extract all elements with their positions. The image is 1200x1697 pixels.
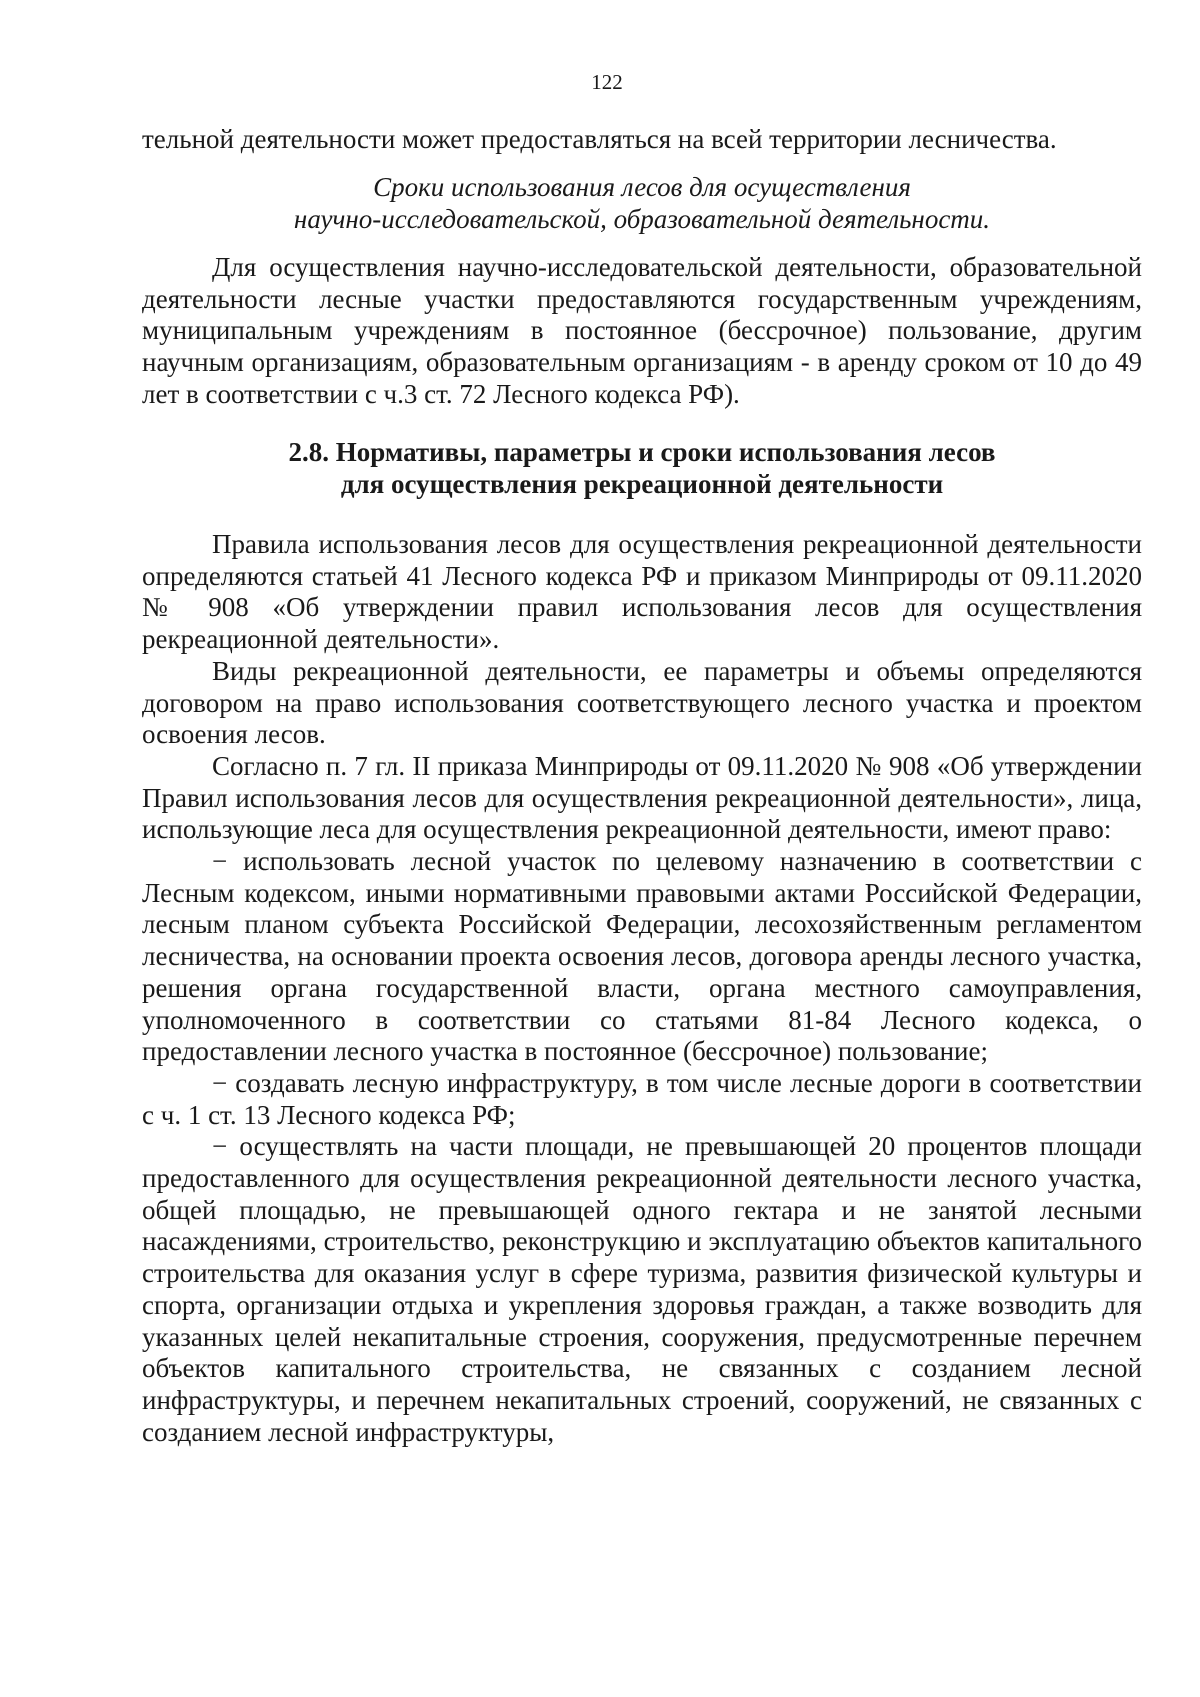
section-heading-line-1: 2.8. Нормативы, параметры и сроки использования лесов <box>288 437 996 467</box>
body-text <box>142 529 1142 1448</box>
research-paragraph: Для осуществления научно-исследовательской деятельности, образовательной деятельности лесные участки предоставляются государственным учреждениям, муниципальным учреждениям в постоянное (бессрочное) пользование, другим научным организациям, образовательным организациям - в аренду сроком от 10 до 49 лет в соответствии с ч.3 ст. 72 Лесного кодекса РФ). <box>142 252 1142 409</box>
subheading <box>142 172 1142 235</box>
research-paragraph-block <box>142 252 1142 411</box>
continuation-paragraph: тельной деятельности может предоставляться на всей территории лесничества. <box>142 124 1057 154</box>
list-item-infrastructure: − создавать лесную инфраструктуру, в том числе лесные дороги в соответствии с ч. 1 ст. 13 Лесного кодекса РФ; <box>142 1067 1142 1130</box>
paragraph-rules: Правила использования лесов для осуществления рекреационной деятельности определяются статьей 41 Лесного кодекса РФ и приказом Минприроды от 09.11.2020 № 908 «Об утверждении правил использования лесов для осуществления рекреационной деятельности». <box>142 529 1142 655</box>
section-heading-line-2: для осуществления рекреационной деятельности <box>340 468 944 499</box>
paragraph-rights-intro: Согласно п. 7 гл. II приказа Минприроды от 09.11.2020 № 908 «Об утверждении Правил использования лесов для осуществления рекреационной деятельности», лица, использующие леса для осуществления рекреационной деятельности, имеют право: <box>142 750 1142 845</box>
paragraph-types: Виды рекреационной деятельности, ее параметры и объемы определяются договором на право использования соответствующего лесного участка и проектом освоения лесов. <box>142 655 1142 750</box>
subheading-line-2: научно-исследовательской, образовательной деятельности. <box>293 203 991 234</box>
list-item-use-plot: − использовать лесной участок по целевому назначению в соответствии с Лесным кодексом, иными нормативными правовыми актами Российской Федерации, лесным планом субъекта Российской Федерации, лесохозяйственным регламентом лесничества, на основании проекта освоения лесов, договора аренды лесного участка, решения органа государственной власти, органа местного самоуправления, уполномоченного в соответствии со статьями 81-84 Лесного кодекса, о предоставлении лесного участка в постоянное (бессрочное) пользование; <box>142 846 1142 1067</box>
list-item-construction: − осуществлять на части площади, не превышающей 20 процентов площади предоставленного для осуществления рекреационной деятельности лесного участка, общей площадью, не превышающей одного гектара и не занятой лесными насаждениями, строительство, реконструкцию и эксплуатацию объектов капитального строительства для оказания услуг в сфере туризма, развития физической культуры и спорта, организации отдыха и укрепления здоровья граждан, а также возводить для указанных целей некапитальные строения, сооружения, предусмотренные перечнем объектов капитального строительства, не связанных с созданием лесной инфраструктуры, и перечнем некапитальных строений, сооружений, не связанных с созданием лесной инфраструктуры, <box>142 1131 1142 1447</box>
continuation-text <box>142 124 1142 156</box>
page-number: 122 <box>591 70 623 94</box>
subheading-line-1: Сроки использования лесов для осуществления <box>373 172 911 202</box>
section-heading <box>142 437 1142 500</box>
